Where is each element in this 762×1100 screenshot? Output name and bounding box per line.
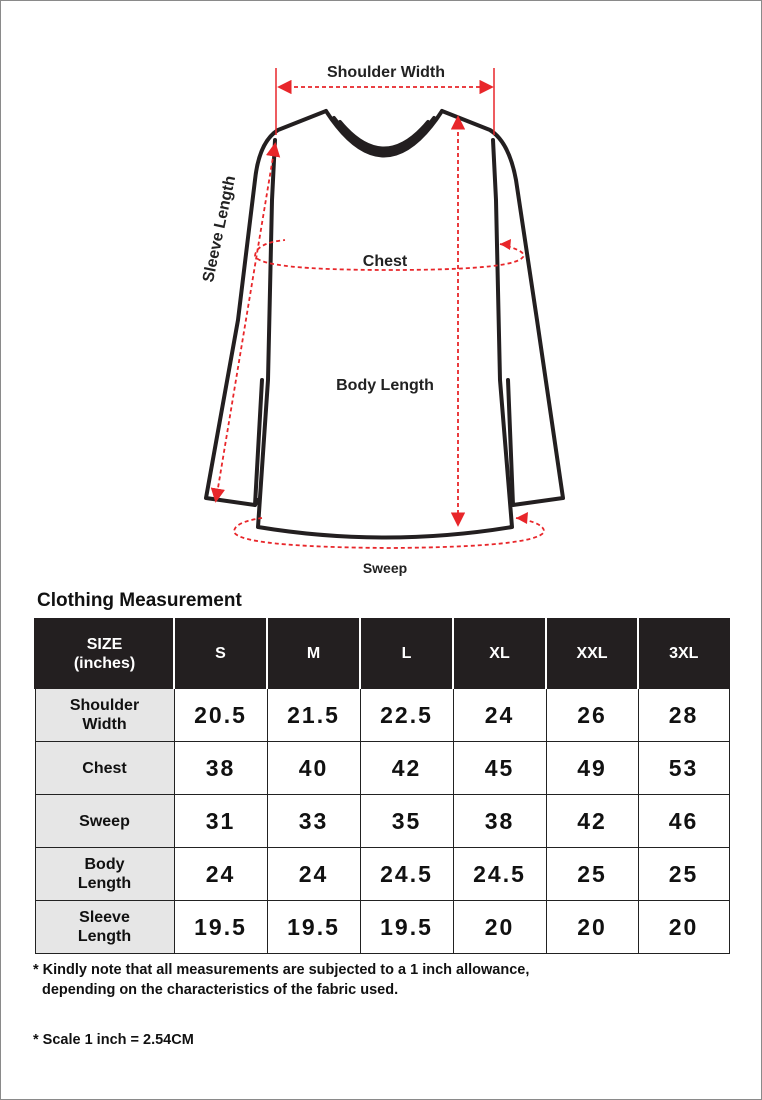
table-cell: 26: [546, 689, 638, 742]
allowance-note: [33, 960, 529, 1000]
section-title: Clothing Measurement: [37, 590, 242, 611]
table-cell: 53: [638, 742, 729, 795]
row-label: [35, 795, 174, 848]
table-cell: 25: [546, 848, 638, 901]
size-header-3xl: 3XL: [638, 619, 729, 689]
size-header-m: M: [267, 619, 360, 689]
table-cell: 20: [453, 901, 546, 954]
table-cell: 24.5: [453, 848, 546, 901]
row-label-line2: Length: [77, 928, 132, 945]
row-label: [35, 901, 174, 954]
table-row: [35, 742, 729, 795]
body-length-label: Body Length: [336, 377, 434, 394]
table-row: [35, 689, 729, 742]
sweep-arrowhead: [516, 512, 528, 524]
size-header-xl: XL: [453, 619, 546, 689]
corner-line1: SIZE: [86, 635, 123, 653]
table-cell: 19.5: [267, 901, 360, 954]
table-cell: 49: [546, 742, 638, 795]
table-cell: 33: [267, 795, 360, 848]
table-cell: 20.5: [174, 689, 267, 742]
table-cell: 45: [453, 742, 546, 795]
size-header-l: L: [360, 619, 453, 689]
table-cell: 28: [638, 689, 729, 742]
table-cell: 24: [267, 848, 360, 901]
table-cell: 31: [174, 795, 267, 848]
row-label-line2: Length: [77, 875, 132, 892]
size-header-s: S: [174, 619, 267, 689]
row-label-line1: Shoulder: [69, 697, 140, 714]
table-header-row: [35, 619, 729, 689]
table-cell: 21.5: [267, 689, 360, 742]
row-label-line1: Sleeve: [79, 909, 130, 926]
size-header-xxl: XXL: [546, 619, 638, 689]
table-cell: 24: [453, 689, 546, 742]
size-table: [34, 618, 730, 954]
row-label: [35, 742, 174, 795]
table-cell: 25: [638, 848, 729, 901]
scale-note: * Scale 1 inch = 2.54CM: [33, 1032, 194, 1048]
table-row: [35, 901, 729, 954]
table-cell: 35: [360, 795, 453, 848]
row-label-line1: Body: [84, 856, 125, 873]
allowance-note-line2: depending on the characteristics of the fabric used.: [42, 982, 399, 998]
shoulder-width-label: Shoulder Width: [326, 64, 446, 81]
table-row: [35, 848, 729, 901]
chest-label: Chest: [362, 253, 408, 270]
size-corner-header: [35, 619, 174, 689]
sleeve-length-label: Sleeve Length: [200, 174, 240, 284]
table-cell: 24.5: [360, 848, 453, 901]
table-cell: 22.5: [360, 689, 453, 742]
table-cell: 42: [546, 795, 638, 848]
sweep-label: Sweep: [362, 560, 408, 576]
table-cell: 40: [267, 742, 360, 795]
table-cell: 20: [546, 901, 638, 954]
row-label-line1: Chest: [82, 759, 127, 777]
table-row: [35, 795, 729, 848]
table-cell: 19.5: [360, 901, 453, 954]
shirt-outline: [206, 111, 563, 538]
row-label-line1: Sweep: [79, 812, 130, 830]
sweep-loop-arrow: [234, 518, 544, 548]
table-cell: 24: [174, 848, 267, 901]
table-cell: 46: [638, 795, 729, 848]
allowance-note-line1: * Kindly note that all measurements are subjected to a 1 inch allowance,: [33, 962, 530, 978]
table-cell: 38: [174, 742, 267, 795]
row-label: [35, 848, 174, 901]
row-label: [35, 689, 174, 742]
corner-line2: (inches): [73, 654, 136, 672]
table-cell: 38: [453, 795, 546, 848]
table-cell: 20: [638, 901, 729, 954]
chest-arrowhead: [500, 239, 511, 250]
row-label-line2: Width: [82, 716, 127, 733]
table-cell: 42: [360, 742, 453, 795]
table-cell: 19.5: [174, 901, 267, 954]
